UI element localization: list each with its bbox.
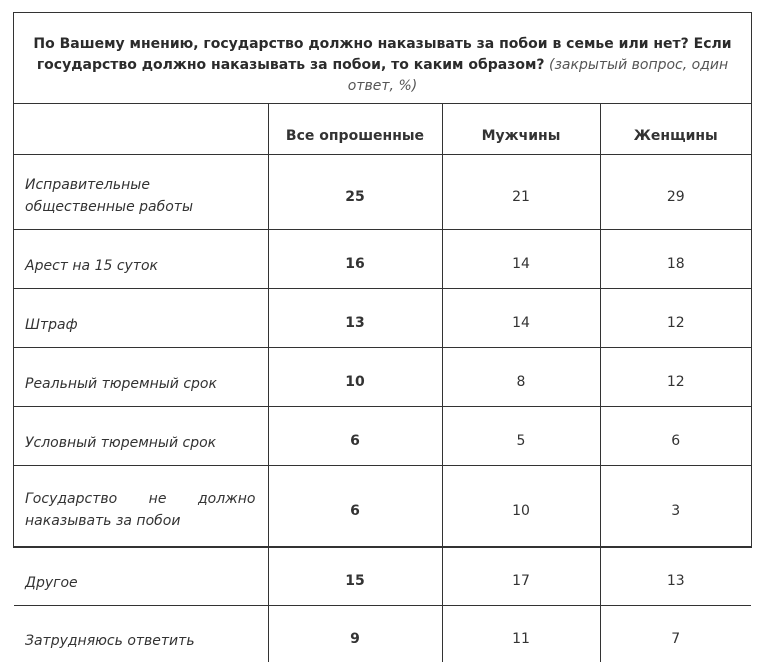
title-note: (закрытый вопрос, один ответ, %) (348, 57, 728, 94)
row-label: Исправительные общественные работы (14, 155, 268, 230)
value-women: 12 (600, 348, 751, 407)
value-men: 11 (442, 606, 600, 662)
value-all: 16 (268, 230, 442, 289)
value-women: 7 (600, 606, 751, 662)
value-men: 10 (442, 466, 600, 547)
value-women: 18 (600, 230, 751, 289)
header-all: Все опрошенные (268, 104, 442, 155)
row-label: Другое (14, 547, 268, 606)
value-men: 14 (442, 230, 600, 289)
row-label: Условный тюремный срок (14, 407, 268, 466)
row-label: Штраф (14, 289, 268, 348)
table-row (14, 155, 751, 230)
value-all: 15 (268, 547, 442, 606)
header-men: Мужчины (442, 104, 600, 155)
title-question: По Вашему мнению, государство должно наказывать за побои в семье или нет? Если государство должно наказывать за побои, то каким образом? (33, 36, 731, 73)
table-title (14, 13, 751, 104)
value-all: 13 (268, 289, 442, 348)
header-row (14, 104, 751, 155)
value-men: 17 (442, 547, 600, 606)
value-women: 13 (600, 547, 751, 606)
value-women: 29 (600, 155, 751, 230)
survey-table (14, 103, 751, 662)
row-label: Государство не должно наказывать за побои (14, 466, 268, 547)
table-row (14, 230, 751, 289)
value-all: 10 (268, 348, 442, 407)
header-women: Женщины (600, 104, 751, 155)
value-men: 14 (442, 289, 600, 348)
value-women: 3 (600, 466, 751, 547)
table-row (14, 606, 751, 662)
table-row (14, 547, 751, 606)
table-row (14, 466, 751, 547)
row-label: Арест на 15 суток (14, 230, 268, 289)
row-label: Затрудняюсь ответить (14, 606, 268, 662)
value-men: 5 (442, 407, 600, 466)
survey-table-frame (13, 12, 752, 548)
value-all: 6 (268, 407, 442, 466)
table-row (14, 289, 751, 348)
value-all: 25 (268, 155, 442, 230)
table-row (14, 348, 751, 407)
value-all: 9 (268, 606, 442, 662)
value-men: 8 (442, 348, 600, 407)
value-men: 21 (442, 155, 600, 230)
row-label: Реальный тюремный срок (14, 348, 268, 407)
value-women: 12 (600, 289, 751, 348)
table-row (14, 407, 751, 466)
value-women: 6 (600, 407, 751, 466)
header-empty (14, 104, 268, 155)
value-all: 6 (268, 466, 442, 547)
